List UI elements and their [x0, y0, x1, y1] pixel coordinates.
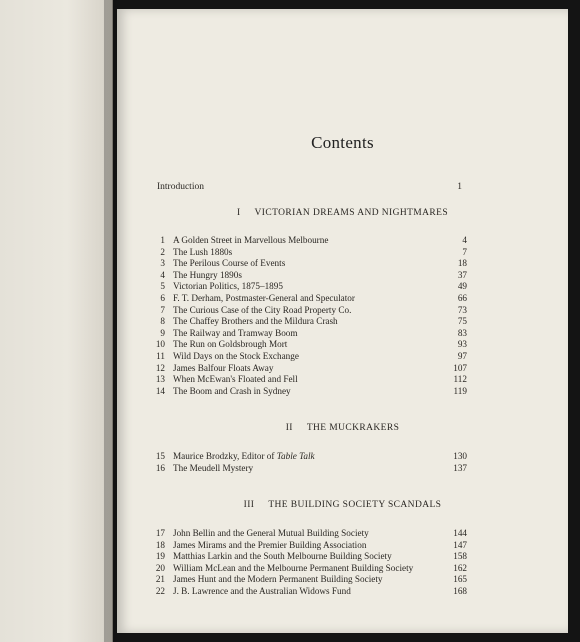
chapter-page: 147: [453, 539, 467, 550]
chapter-row: [147, 305, 467, 317]
chapter-row: [147, 281, 467, 293]
chapter-row: [147, 374, 467, 386]
chapter-title: [173, 235, 427, 247]
chapter-title: [173, 586, 427, 598]
chapter-title: [173, 574, 427, 586]
part-number: III: [243, 500, 255, 510]
introduction-label: Introduction: [157, 182, 204, 192]
chapter-title: [173, 247, 427, 259]
chapter-list: [147, 235, 467, 397]
part-heading: [117, 423, 568, 433]
chapter-row: [147, 463, 467, 475]
chapter-number: 5: [160, 281, 165, 292]
chapter-title-text: The Curious Case of the City Road Property Co.: [173, 304, 352, 315]
chapter-title-text: The Hungry 1890s: [173, 269, 242, 280]
part-title: VICTORIAN DREAMS AND NIGHTMARES: [254, 208, 449, 218]
chapter-list: [147, 451, 467, 474]
chapter-number: 16: [155, 462, 165, 473]
chapter-row: [147, 247, 467, 259]
chapter-title-text: Maurice Brodzky, Editor of: [173, 451, 277, 461]
chapter-page: 7: [462, 246, 467, 257]
chapter-title-text: F. T. Derham, Postmaster-General and Speculator: [173, 292, 355, 303]
chapter-page: 137: [453, 462, 467, 473]
part-heading: [117, 208, 568, 218]
chapter-title-text: A Golden Street in Marvellous Melbourne: [173, 235, 329, 245]
chapter-page: 107: [453, 362, 467, 373]
chapter-number: 3: [160, 258, 165, 269]
chapter-title: [173, 258, 427, 270]
contents-page: [117, 9, 568, 633]
chapter-page: 93: [457, 339, 467, 350]
chapter-row: [147, 339, 467, 351]
chapter-row: [147, 451, 467, 463]
chapter-title: [173, 281, 427, 293]
chapter-title: [173, 528, 427, 540]
chapter-title: [173, 305, 427, 317]
chapter-title-text: The Chaffey Brothers and the Mildura Crash: [173, 316, 338, 327]
part-title: THE BUILDING SOCIETY SCANDALS: [268, 500, 442, 510]
chapter-number: 12: [155, 362, 165, 373]
chapter-list: [147, 528, 467, 598]
chapter-row: [147, 586, 467, 598]
chapter-title-text: The Railway and Tramway Boom: [173, 327, 298, 338]
chapter-title: [173, 363, 427, 375]
chapter-page: 66: [457, 292, 467, 303]
chapter-number: 13: [155, 374, 165, 385]
introduction-page: 1: [457, 182, 462, 192]
chapter-title-text: John Bellin and the General Mutual Building Society: [173, 528, 369, 538]
chapter-page: 130: [453, 451, 467, 461]
chapter-row: [147, 293, 467, 305]
chapter-number: 1: [160, 235, 165, 245]
chapter-number: 2: [160, 246, 165, 257]
chapter-page: 49: [457, 281, 467, 292]
chapter-row: [147, 270, 467, 282]
part-number: I: [236, 208, 241, 218]
chapter-title-text: J. B. Lawrence and the Australian Widows Fund: [173, 585, 351, 596]
page-title: Contents: [311, 133, 374, 152]
chapter-number: 7: [160, 304, 165, 315]
chapter-number: 21: [155, 574, 165, 585]
part-number: II: [285, 423, 293, 433]
chapter-title-text: The Lush 1880s: [173, 246, 233, 257]
chapter-title: [173, 339, 427, 351]
chapter-page: 75: [457, 316, 467, 327]
chapter-number: 8: [160, 316, 165, 327]
chapter-row: [147, 540, 467, 552]
chapter-number: 19: [155, 551, 165, 562]
chapter-title: [173, 351, 427, 363]
chapter-page: 144: [453, 528, 467, 538]
chapter-row: [147, 563, 467, 575]
chapter-title: [173, 563, 427, 575]
chapter-page: 73: [457, 304, 467, 315]
chapter-number: 9: [160, 327, 165, 338]
chapter-row: [147, 574, 467, 586]
chapter-title-italic: Table Talk: [276, 451, 315, 461]
chapter-title: [173, 451, 427, 463]
chapter-title-text: Victorian Politics, 1875–1895: [173, 281, 283, 292]
chapter-row: [147, 316, 467, 328]
chapter-page: 119: [453, 385, 467, 396]
chapter-number: 18: [155, 539, 165, 550]
chapter-title-text: William McLean and the Melbourne Permanent Building Society: [173, 562, 414, 573]
chapter-page: 165: [453, 574, 467, 585]
chapter-row: [147, 258, 467, 270]
chapter-row: [147, 363, 467, 375]
chapter-row: [147, 351, 467, 363]
chapter-page: 158: [453, 551, 467, 562]
chapter-page: 83: [457, 327, 467, 338]
chapter-page: 97: [457, 350, 467, 361]
chapter-title-text: The Run on Goldsbrough Mort: [173, 339, 288, 350]
chapter-page: 37: [457, 269, 467, 280]
chapter-title: [173, 551, 427, 563]
chapter-number: 6: [160, 292, 165, 303]
chapter-number: 22: [155, 585, 165, 596]
chapter-number: 15: [155, 451, 165, 461]
chapter-number: 20: [155, 562, 165, 573]
chapter-page: 112: [453, 374, 467, 385]
chapter-title-text: James Hunt and the Modern Permanent Building Society: [173, 574, 383, 585]
chapter-number: 17: [155, 528, 165, 538]
chapter-title: [173, 293, 427, 305]
left-page: [0, 0, 113, 642]
part-heading: [117, 500, 568, 510]
chapter-title-text: When McEwan's Floated and Fell: [173, 374, 298, 385]
chapter-number: 11: [156, 350, 165, 361]
chapter-number: 10: [155, 339, 165, 350]
chapter-title-text: The Perilous Course of Events: [173, 258, 286, 269]
chapter-page: 4: [462, 235, 467, 245]
chapter-title: [173, 328, 427, 340]
introduction-row: [157, 182, 462, 192]
chapter-page: 168: [453, 585, 467, 596]
chapter-title-text: Matthias Larkin and the South Melbourne Building Society: [173, 551, 392, 562]
chapter-number: 14: [155, 385, 165, 396]
chapter-row: [147, 386, 467, 398]
chapter-title-text: Wild Days on the Stock Exchange: [173, 350, 299, 361]
chapter-title: [173, 463, 427, 475]
chapter-title-text: James Mirams and the Premier Building Association: [173, 539, 367, 550]
chapter-row: [147, 551, 467, 563]
chapter-title: [173, 374, 427, 386]
chapter-title: [173, 270, 427, 282]
chapter-title-text: The Boom and Crash in Sydney: [173, 385, 291, 396]
chapter-title-text: The Meudell Mystery: [173, 462, 254, 473]
chapter-row: [147, 235, 467, 247]
chapter-title: [173, 316, 427, 328]
chapter-number: 4: [160, 269, 165, 280]
chapter-page: 18: [457, 258, 467, 269]
chapter-row: [147, 328, 467, 340]
chapter-title: [173, 386, 427, 398]
chapter-row: [147, 528, 467, 540]
chapter-title-text: James Balfour Floats Away: [173, 362, 274, 373]
chapter-page: 162: [453, 562, 467, 573]
part-title: THE MUCKRAKERS: [306, 423, 400, 433]
chapter-title: [173, 540, 427, 552]
